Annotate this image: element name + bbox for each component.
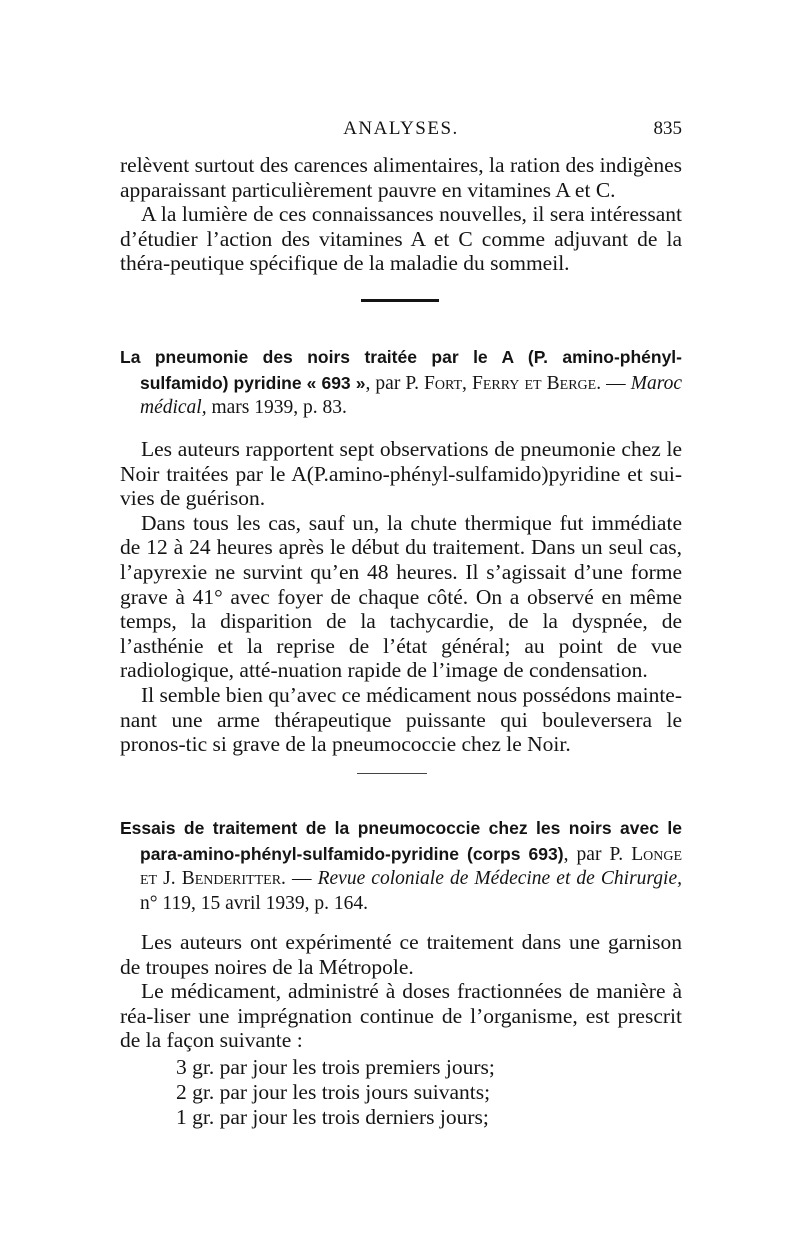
article-2-dash: —: [285, 868, 318, 889]
article-2-authors: Longe et J. Benderitter.: [140, 843, 682, 889]
page-number: 835: [653, 118, 682, 139]
dosage-item: 3 gr. par jour les trois premiers jours;: [176, 1055, 495, 1079]
article-1-citation: mars 1939, p. 83.: [206, 397, 347, 418]
article-1-authors: Fort, Ferry et Berge.: [424, 372, 602, 394]
article-2-citation: n° 119, 15 avril 1939, p. 164.: [140, 892, 369, 914]
article-2-body: [120, 930, 682, 1053]
article-2-paragraph: Les auteurs ont expérimenté ce traitement dans une garnison de troupes noires de la Métropole.: [120, 930, 682, 979]
section-divider: [361, 299, 439, 302]
page-header: [120, 118, 682, 144]
article-1-heading: [120, 345, 682, 421]
article-2-by: , par P.: [563, 843, 632, 865]
article-1-title: La pneumonie des noirs traitée par le A (P. amino-phényl-sulfamido) pyridine « 693 »: [120, 347, 682, 393]
article-1-paragraph: Les auteurs rapportent sept observations de pneumonie chez le Noir traitées par le A(P.amino-phényl-sulfamido)pyridine et sui-vies de guérison.: [120, 437, 682, 511]
article-1-by: , par P.: [365, 372, 425, 394]
running-title: ANALYSES.: [343, 118, 459, 139]
intro-paragraph-1: relèvent surtout des carences alimentaires, la ration des indigènes apparaissant particulièrement pauvre en vitamines A et C.: [120, 153, 682, 202]
dosage-item: 2 gr. par jour les trois jours suivants;: [176, 1080, 491, 1104]
article-1-paragraph: Dans tous les cas, sauf un, la chute thermique fut immédiate de 12 à 24 heures après le début du traitement. Dans un seul cas, l’apyrexie ne survint qu’en 48 heures. Il s’agissait d’une forme grave à 41° avec foyer de chaque côté. On a observé en même temps, la disparition de la tachycardie, de la dyspnée, de l’asthénie et la reprise de l’état général; au point de vue radiologique, atté-nuation rapide de l’image de condensation.: [120, 510, 682, 683]
article-1-journal: Maroc médical,: [140, 372, 683, 418]
section-divider: [357, 773, 427, 774]
article-1-dash: —: [601, 372, 631, 394]
article-2-journal: Revue coloniale de Médecine et de Chirurgie,: [317, 868, 682, 889]
article-2-heading: [120, 816, 682, 916]
dosage-item: 1 gr. par jour les trois derniers jours;: [176, 1105, 489, 1129]
article-2-paragraph: Le médicament, administré à doses fractionnées de manière à réa-liser une imprégnation continue de l’organisme, est prescrit de la façon suivante :: [120, 979, 682, 1053]
article-2-title: Essais de traitement de la pneumococcie chez les noirs avec le para-amino-phényl-sulfamido-pyridine (corps 693): [120, 818, 682, 864]
intro-paragraph-2: A la lumière de ces connaissances nouvelles, il sera intéressant d’étudier l’action des vitamines A et C comme adjuvant de la théra-peutique spécifique de la maladie du sommeil.: [120, 202, 682, 276]
dosage-list: [176, 1055, 495, 1130]
article-1-body: [120, 437, 682, 757]
article-1-paragraph: Il semble bien qu’avec ce médicament nous possédons mainte-nant une arme thérapeutique puissante qui bouleversera le pronos-tic si grave de la pneumococcie chez le Noir.: [120, 682, 682, 757]
intro-section: [120, 153, 682, 276]
